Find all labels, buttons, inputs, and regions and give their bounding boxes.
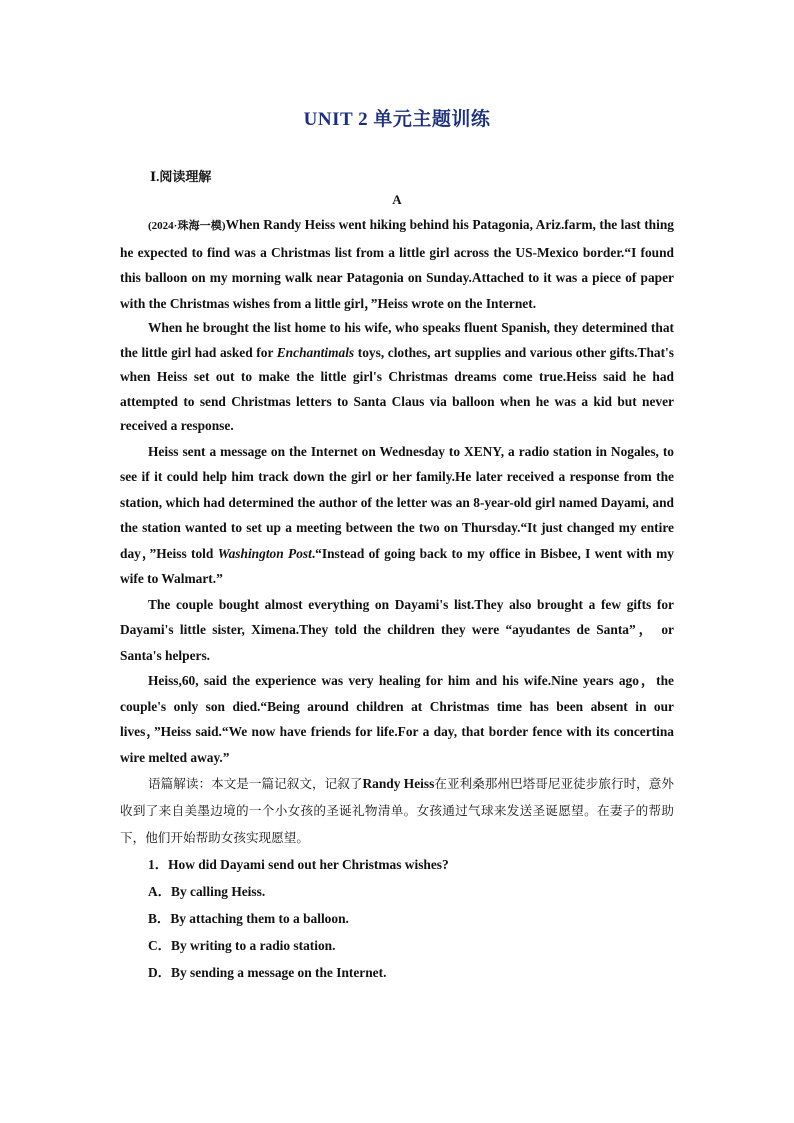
analysis-person-name: Randy Heiss: [362, 776, 435, 791]
paragraph-2: [120, 316, 674, 439]
page-title: UNIT 2 单元主题训练: [303, 109, 491, 130]
question-stem: 1．How did Dayami send out her Christmas wishes?: [148, 857, 449, 872]
source-citation: (2024·珠海一模): [148, 220, 226, 232]
analysis-text-b: 在亚利桑那州巴塔哥尼亚徒步旅行时，意外收到了来自美墨边境的一个小女孩的圣诞礼物清单。女孩通过气球来发送圣诞愿望。在妻子的帮助下，他们开始帮助女孩实现愿望。: [120, 776, 675, 845]
option-d: D．By sending a message on the Internet.: [148, 965, 387, 980]
paragraph-3-text-a: Heiss sent a message on the Internet on Wednesday to XENY, a radio station in Nogales, to see if it could help him track down the girl or her family.He later received a response from the station, which had determined the author of the letter was an 8-year-old girl named Dayami, and the station wanted to set up a meeting between the two on Thursday.“It just changed my entire day，”Heiss told: [120, 443, 674, 561]
option-c: C．By writing to a radio station.: [148, 938, 336, 953]
passage-label: A: [392, 192, 402, 207]
paragraph-3: [120, 439, 674, 592]
product-name: Enchantimals: [276, 344, 355, 360]
paragraph-1-text: When Randy Heiss went hiking behind his Patagonia, Ariz.farm, the last thing he expected to find was a Christmas list from a little girl across the US-Mexico border.“I found this balloon on my morning walk near Patagonia on Sunday.Attached to it was a piece of paper with the Christmas wishes from a little girl，”Heiss wrote on the Internet.: [120, 217, 674, 311]
paragraph-3-text-b: .“Instead of going back to my office in Bisbee, I went with my wife to Walmart.”: [120, 545, 675, 586]
paragraph-1: [120, 212, 674, 316]
paragraph-4: The couple bought almost everything on Dayami's list.They also brought a few gifts for Dayami's little sister, Ximena.They told the children they were “ayudantes de Santa”， or Santa's helpers.: [120, 596, 674, 663]
paragraph-2-text-b: toys, clothes, art supplies and various other gifts.That's when Heiss set out to make the little girl's Christmas dreams come true.Heiss said he had attempted to send Christmas letters to Santa Claus via balloon when he was a kid but never received a response.: [120, 344, 674, 433]
paragraph-5: Heiss,60, said the experience was very healing for him and his wife.Nine years ago，the couple's only son died.“Being around children at Christmas time has been absent in our lives，”Heiss said.“We now have friends for life.For a day, that border fence with its concertina wire melted away.”: [120, 673, 674, 765]
passage-body: [120, 212, 674, 986]
section-heading: Ⅰ.阅读理解: [150, 169, 212, 184]
discourse-analysis: [120, 770, 674, 851]
paragraph-2-text-a: When he brought the list home to his wife, who speaks fluent Spanish, they determined that the little girl had asked for: [120, 320, 674, 360]
analysis-label: 语篇解读：: [148, 776, 212, 791]
publication-name: Washington Post: [217, 545, 312, 561]
analysis-text-a: 本文是一篇记叙文，记叙了: [211, 776, 363, 791]
option-a: A．By calling Heiss.: [148, 884, 266, 899]
option-b: B．By attaching them to a balloon.: [148, 911, 349, 926]
